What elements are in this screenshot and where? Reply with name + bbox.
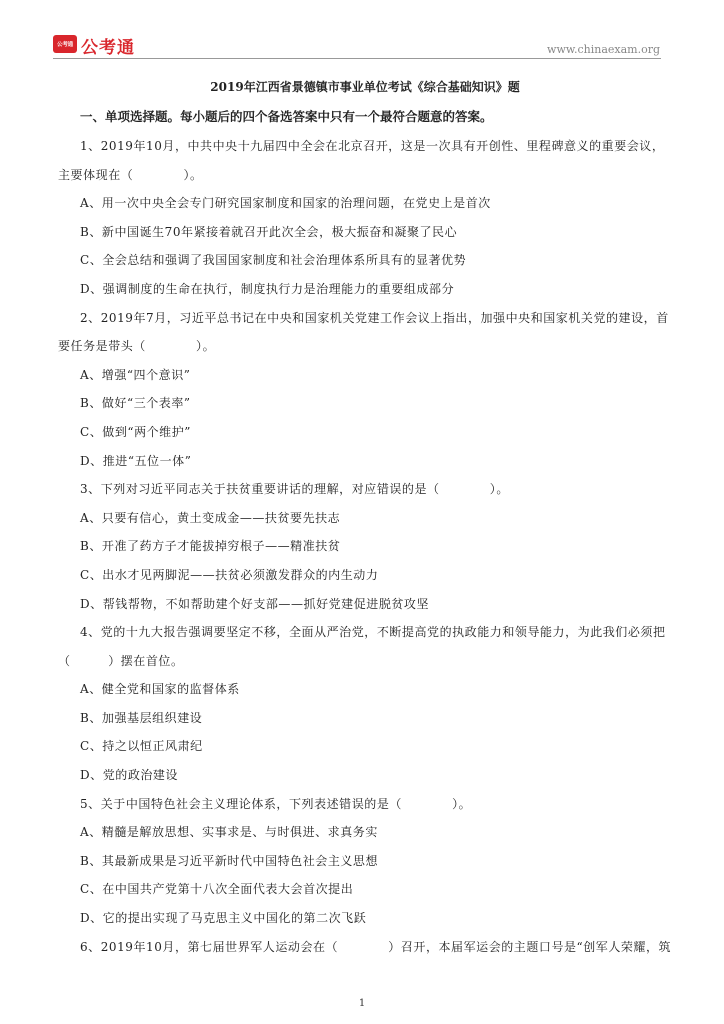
- logo-icon: [53, 35, 77, 53]
- document-title: 2019年江西省景德镇市事业单位考试《综合基础知识》题: [210, 80, 520, 94]
- answer-option: C、全会总结和强调了我国国家制度和社会治理体系所具有的显著优势: [80, 253, 467, 268]
- question-stem: 6、2019年10月，第七届世界军人运动会在（ ）召开，本届军运会的主题口号是“创军人荣耀，筑: [80, 939, 672, 954]
- answer-option: B、做好“三个表率”: [80, 396, 191, 411]
- question-stem: 3、下列对习近平同志关于扶贫重要讲话的理解，对应错误的是（ ）。: [80, 482, 509, 497]
- answer-option: D、它的提出实现了马克思主义中国化的第二次飞跃: [80, 911, 367, 926]
- answer-option: D、党的政治建设: [80, 768, 179, 783]
- answer-option: D、推进“五位一体”: [80, 453, 192, 468]
- answer-option: C、做到“两个维护”: [80, 424, 191, 439]
- answer-option: C、持之以恒正风肃纪: [80, 739, 203, 754]
- question-stem: 4、党的十九大报告强调要坚定不移，全面从严治党，不断提高党的执政能力和领导能力，为此我们必须把（ ）摆在首位。: [58, 625, 666, 668]
- site-url: www.chinaexam.org: [547, 43, 660, 56]
- answer-option: A、健全党和国家的监督体系: [80, 682, 240, 697]
- answer-option: A、精髓是解放思想、实事求是、与时俱进、求真务实: [80, 825, 378, 840]
- answer-option: D、强调制度的生命在执行，制度执行力是治理能力的重要组成部分: [80, 281, 455, 296]
- page-number: 1: [358, 998, 366, 1009]
- answer-option: A、只要有信心，黄土变成金——扶贫要先扶志: [80, 510, 341, 525]
- logo-mark-text: 公考通: [57, 42, 73, 48]
- answer-option: B、开准了药方子才能拔掉穷根子——精准扶贫: [80, 539, 341, 554]
- logo-text: 公考通: [81, 38, 135, 58]
- header-divider: [53, 58, 661, 59]
- page-header: [0, 0, 724, 62]
- question-stem: 2、2019年7月，习近平总书记在中央和国家机关党建工作会议上指出，加强中央和国家机关党的建设，首要任务是带头（ ）。: [58, 310, 669, 354]
- answer-option: A、增强“四个意识”: [80, 367, 191, 382]
- answer-option: C、出水才见两脚泥——扶贫必须激发群众的内生动力: [80, 567, 379, 582]
- answer-option: A、用一次中央全会专门研究国家制度和国家的治理问题，在党史上是首次: [80, 196, 491, 211]
- question-stem: 1、2019年10月，中共中央十九届四中全会在北京召开，这是一次具有开创性、里程碑意义的重要会议，主要体现在（ ）。: [58, 139, 665, 182]
- answer-option: B、加强基层组织建设: [80, 710, 203, 725]
- answer-option: B、新中国诞生70年紧接着就召开此次全会，极大振奋和凝聚了民心: [80, 224, 458, 239]
- question-stem: 5、关于中国特色社会主义理论体系，下列表述错误的是（ ）。: [80, 796, 472, 811]
- document-body: [58, 72, 672, 961]
- section-heading: 一、单项选择题。每小题后的四个备选答案中只有一个最符合题意的答案。: [80, 109, 493, 124]
- answer-option: D、帮钱帮物，不如帮助建个好支部——抓好党建促进脱贫攻坚: [80, 596, 430, 611]
- answer-option: B、其最新成果是习近平新时代中国特色社会主义思想: [80, 853, 379, 868]
- answer-option: C、在中国共产党第十八次全面代表大会首次提出: [80, 882, 354, 897]
